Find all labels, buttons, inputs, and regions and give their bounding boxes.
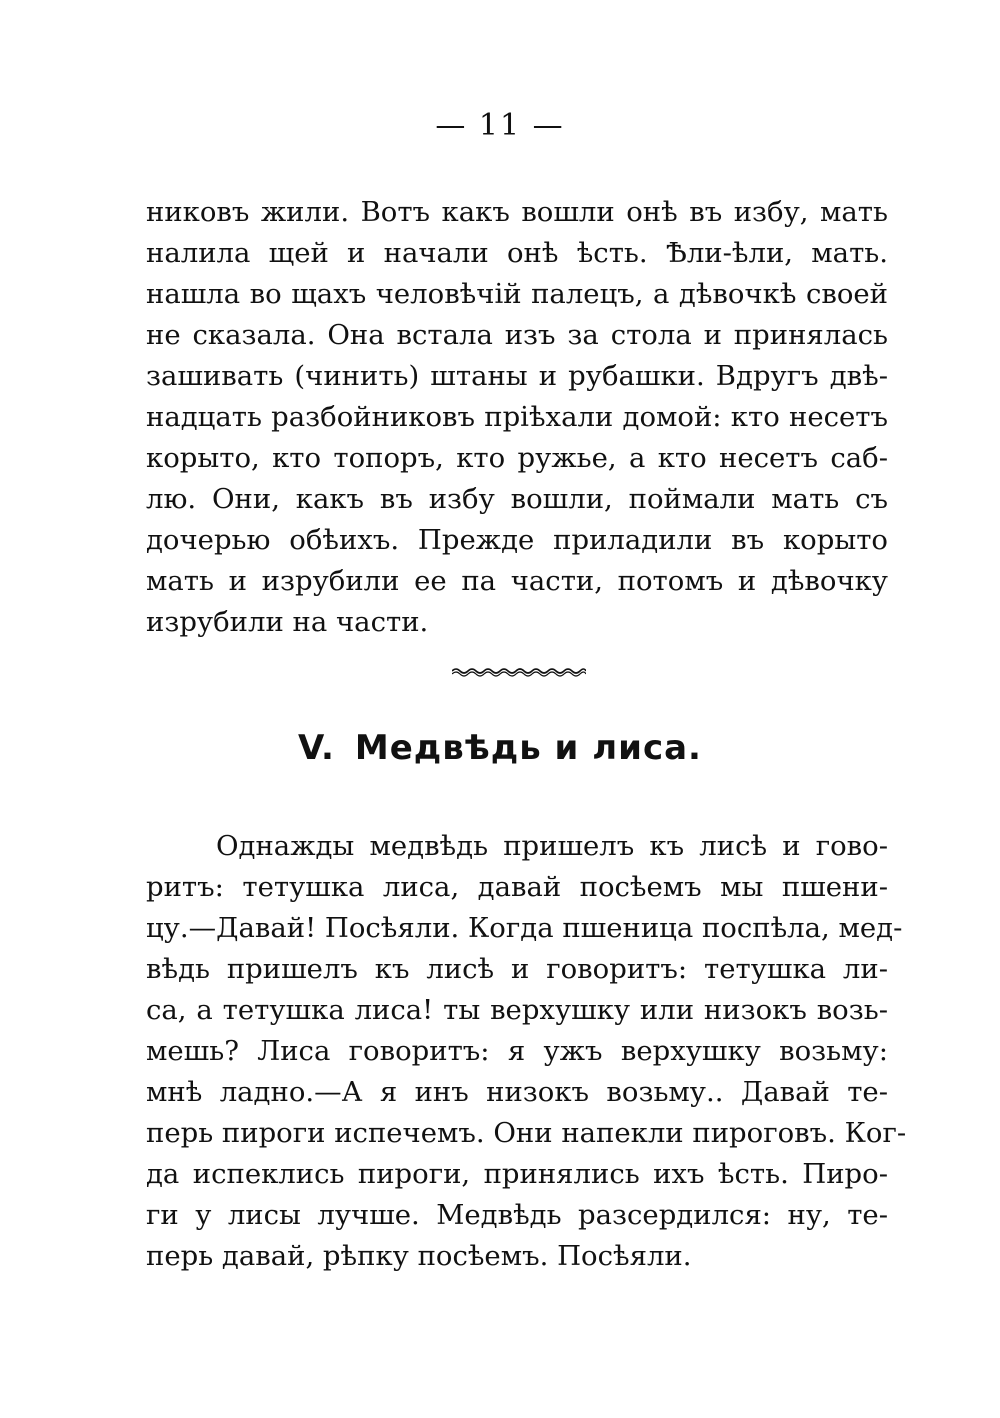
text-line: нашла во щахъ человѣчій палецъ, а дѣвочкѣ своей <box>146 278 888 310</box>
text-line: мешь? Лиса говоритъ: я ужъ верхушку возьму: <box>146 1035 888 1067</box>
wavy-divider-ornament <box>452 664 586 678</box>
top-paragraph <box>146 192 888 643</box>
text-line: не сказала. Она встала изъ за стола и принялась <box>146 319 888 351</box>
section-title: Медвѣдь и лиса. <box>354 728 702 768</box>
text-line: перь давай, рѣпку посѣемъ. Посѣяли. <box>146 1240 692 1272</box>
text-line: мать и изрубили ее па части, потомъ и дѣвочку <box>146 565 888 597</box>
text-line: дочерью обѣихъ. Прежде приладили въ корыто <box>146 524 888 556</box>
text-line: изрубили на части. <box>146 606 429 638</box>
bottom-paragraph <box>146 826 907 1277</box>
text-line: да испеклись пироги, принялись ихъ ѣсть. Пиро- <box>146 1158 888 1190</box>
text-line: цу.—Давай! Посѣяли. Когда пшеница поспѣла, мед- <box>146 912 903 944</box>
text-line: перь пироги испечемъ. Они напекли пироговъ. Ког- <box>146 1117 907 1149</box>
text-line: ги у лисы лучше. Медвѣдь разсердился: ну, те- <box>146 1199 888 1231</box>
text-line: никовъ жили. Вотъ какъ вошли онѣ въ избу, мать <box>146 196 888 228</box>
text-line: надцать разбойниковъ пріѣхали домой: кто несетъ <box>146 401 888 433</box>
section-number: V. <box>298 728 335 768</box>
text-line: налила щей и начали онѣ ѣсть. Ѣли-ѣли, мать. <box>146 237 888 269</box>
page-number: — 11 — <box>435 108 565 143</box>
text-line: са, а тетушка лиса! ты верхушку или низокъ возь- <box>146 994 888 1026</box>
text-line: ритъ: тетушка лиса, давай посѣемъ мы пшени- <box>146 871 888 903</box>
text-line: вѣдь пришелъ къ лисѣ и говоритъ: тетушка ли- <box>146 953 888 985</box>
section-heading <box>0 728 1000 768</box>
text-line: Однажды медвѣдь пришелъ къ лисѣ и гово- <box>216 830 888 862</box>
text-line: лю. Они, какъ въ избу вошли, поймали мать съ <box>146 483 888 515</box>
text-line: корыто, кто топоръ, кто ружье, а кто несетъ саб- <box>146 442 888 474</box>
text-line: мнѣ ладно.—А я инъ низокъ возьму.. Давай те- <box>146 1076 888 1108</box>
text-line: зашивать (чинить) штаны и рубашки. Вдругъ двѣ- <box>146 360 888 392</box>
